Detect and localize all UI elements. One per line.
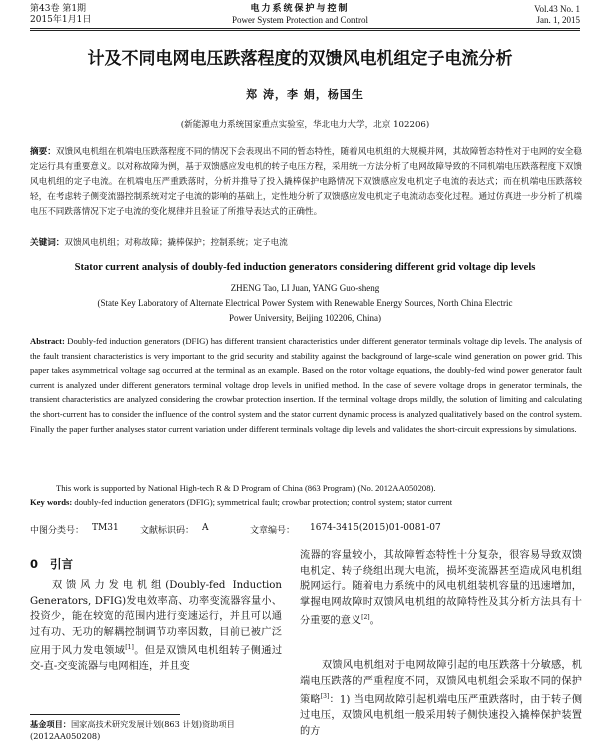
right-para1-text: 流器的容量较小，其故障暂态特性十分复杂，很容易导致双馈电机定、转子绕组出现大电流，损坏变流器甚至造成风电机组脱网运行。随着电力系统中的风电机组装机容量的迅速增加，掌握电网故障时双馈风电机组的故障特性及其分析方法具有十分重要的意义 bbox=[300, 550, 582, 627]
section-heading bbox=[30, 556, 73, 572]
right-col-paragraph-1 bbox=[300, 548, 582, 629]
paper-title-en: Stator current analysis of doubly-fed induction generators considering different grid voltage dip levels bbox=[74, 262, 536, 273]
volume-issue-en: Vol.43 No. 1 bbox=[534, 4, 580, 14]
right-para1-ref: [2] bbox=[361, 614, 370, 622]
left-para-ref: [1] bbox=[125, 644, 134, 652]
date-en: Jan. 1, 2015 bbox=[536, 15, 580, 25]
footnote-rule bbox=[30, 714, 180, 715]
left-para-text-b: 。但是双馈风电机组转子侧通过交-直-交变流器与电网相连，并且变 bbox=[30, 645, 283, 673]
article-number-label: 文章编号： bbox=[250, 526, 296, 536]
right-para1-end: 。 bbox=[369, 615, 380, 627]
header-rule bbox=[30, 28, 580, 29]
abstract-cn-text: 双馈风电机组在机端电压跌落程度不同的情况下会表现出不同的暂态特性，随着风电机组的大规模并网，其故障暂态特性对于电网的安全稳定运行具有重要意义。以对称故障为例，基于双馈感应发电机的转子电压方程，采用统一方法分析了电网故障导致的不同机端电压跌落程度下双馈风电机组的定子电流。在机端电压严重跌落时，分析并推导了投入撬棒保护电路情况下双馈感应发电机定子电流的表达式；而在机端电压跌落较轻，在考虑转子侧变流器控制系统对定子电流的影响的基础上，定性地分析了双馈感应发电机定子电流动态变化过程。通过仿真进一步分析了机端电压不同跌落情况下定子电流的变化规律并且验证了所推导表达式的正确性。 bbox=[30, 147, 582, 217]
affiliation-en-line2: Power University, Beijing 102206, China) bbox=[229, 313, 381, 323]
paper-title-cn: 计及不同电网电压跌落程度的双馈风电机组定子电流分析 bbox=[87, 49, 513, 69]
keywords-en-text: doubly-fed induction generators (DFIG); symmetrical fault; crowbar protection; control system; stator current bbox=[74, 497, 453, 507]
header-rule-double bbox=[30, 30, 580, 31]
date-cn: 2015年1月1日 bbox=[30, 15, 92, 25]
journal-name-en: Power System Protection and Control bbox=[232, 15, 368, 25]
abstract-en-label: Abstract: bbox=[30, 336, 65, 346]
right-col-paragraph-2 bbox=[300, 658, 582, 739]
section-title: 引言 bbox=[50, 557, 74, 571]
keywords-cn-text: 双馈风电机组；对称故障；撬棒保护；控制系统；定子电流 bbox=[64, 238, 288, 248]
abstract-en bbox=[30, 334, 582, 436]
cls-value: TM31 bbox=[92, 523, 119, 533]
authors-cn: 郑 涛，李 娟，杨国生 bbox=[246, 88, 364, 101]
abstract-en-text: Doubly-fed induction generators (DFIG) has different transient characteristics under different generator terminals voltage dip levels. The analysis of the fault transient characteristics is very important to the grid security and stability against the background of large-scale wind generation on power grid. This paper takes asymmetrical voltage sag occurred at the terminal as an example. Based on the rotor voltage equations, the doubly-fed wind power generator fault current is analyzed under different generators terminal voltage drop levels in unified method. In the case of severe voltage drops in generator terminals, the transient characteristics are analyzed considering the crowbar protection insertion. If the terminal voltage drops mildly, the solution of limiting and calculating the short-current has to consider the influence of the control system and the stator current dynamic process is analyzed qualitatively based on the control system. Finally the paper further analyses stator current variation under different terminals voltage dip levels and validates the short-circuit expressions by simulations. bbox=[30, 336, 582, 434]
affiliation-en-line1: (State Key Laboratory of Alternate Electrical Power System with Renewable Energy Sources, North China Electric bbox=[97, 298, 513, 308]
keywords-cn-label: 关键词： bbox=[30, 238, 65, 248]
keywords-en bbox=[30, 495, 582, 510]
keywords-cn bbox=[30, 236, 582, 251]
journal-name-cn: 电力系统保护与控制 bbox=[250, 4, 350, 14]
footnote-text: 国家高技术研究发展计划(863 计划)资助项目(2012AA050208) bbox=[30, 719, 235, 741]
right-para2-text-b: ：1) 当电网故障引起机端电压严重跌落时，由于转子侧过电压，双馈风电机组一般采用转子侧快速投入撬棒保护装置的方 bbox=[300, 694, 583, 737]
authors-en: ZHENG Tao, LI Juan, YANG Guo-sheng bbox=[230, 283, 380, 293]
keywords-en-label: Key words: bbox=[30, 497, 73, 507]
section-number: 0 bbox=[30, 557, 39, 571]
support-en: This work is supported by National High-tech R & D Program of China (863 Program) (No. 2012AA050208). bbox=[56, 483, 436, 493]
article-number-value: 1674-3415(2015)01-0081-07 bbox=[310, 523, 441, 533]
left-col-paragraph bbox=[30, 578, 282, 675]
abstract-cn-label: 摘要： bbox=[30, 147, 56, 157]
cls-label: 中图分类号： bbox=[30, 526, 85, 536]
left-para-text-a: 双馈风力发电机组(Doubly-fed Induction Generators, DFIG)发电效率高、功率变流器容量小、投资少，能在较宽的范围内进行变速运行，并且可以通过有功、无功的解耦控制调节功率因数，目前已被广泛应用于风力发电领域 bbox=[30, 580, 282, 657]
right-para2-text-a: 双馈风电机组对于电网故障引起的电压跌落十分敏感，机端电压跌落的严重程度不同，双馈风电机组会采取不同的保护策略 bbox=[300, 660, 582, 706]
footnote bbox=[30, 718, 282, 742]
right-para2-ref: [3] bbox=[320, 693, 330, 701]
abstract-cn bbox=[30, 145, 582, 220]
doc-code-value: A bbox=[202, 523, 209, 533]
volume-issue-cn: 第43卷 第1期 bbox=[30, 4, 87, 14]
footnote-label: 基金项目： bbox=[30, 719, 71, 729]
affiliation-cn: (新能源电力系统国家重点实验室，华北电力大学，北京 102206) bbox=[180, 120, 430, 130]
doc-code-label: 文献标识码： bbox=[140, 526, 195, 536]
